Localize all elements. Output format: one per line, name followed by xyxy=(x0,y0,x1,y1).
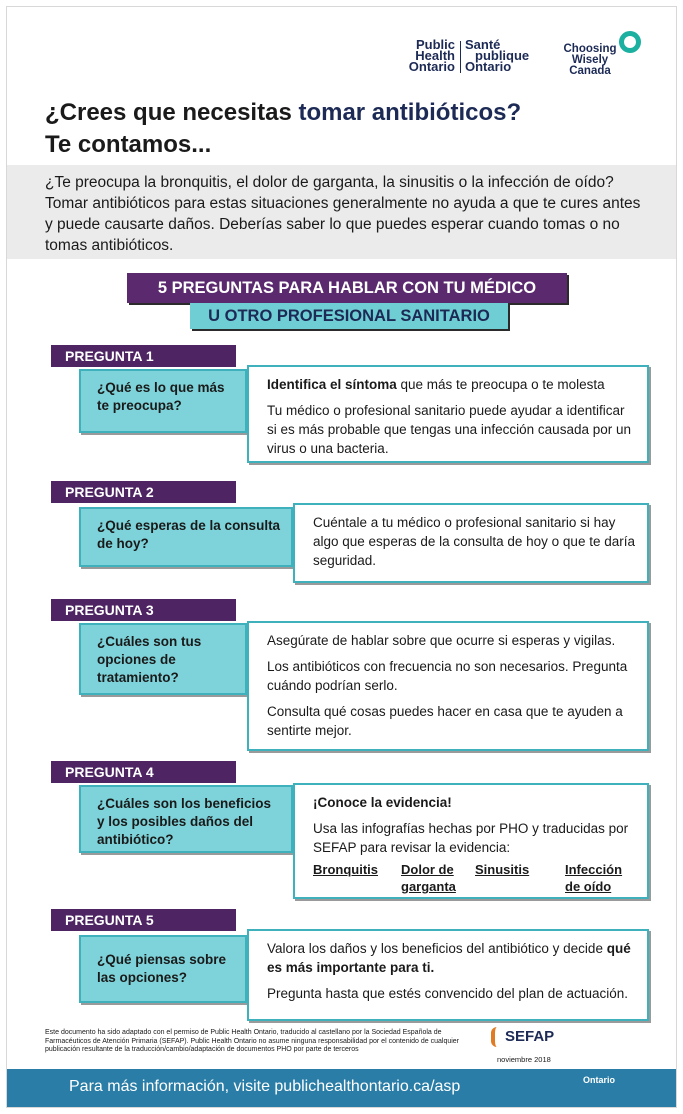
question-2-box: ¿Qué esperas de la consulta de hoy? xyxy=(79,507,293,567)
infographic-page xyxy=(6,6,677,1108)
link-dolor-de-garganta[interactable]: Dolor de garganta xyxy=(401,862,456,894)
sefap-logo: SEFAP noviembre 2018 xyxy=(491,1027,621,1063)
question-5-label: PREGUNTA 5 xyxy=(51,909,236,931)
banner-title: 5 PREGUNTAS PARA HABLAR CON TU MÉDICO xyxy=(127,273,567,303)
question-5-box: ¿Qué piensas sobre las opciones? xyxy=(79,935,247,1003)
choosing-wisely-canada-logo: Choosing Wisely Canada xyxy=(561,31,647,79)
answer-5-box: Valora los daños y los beneficios del antibiótico y decide qué es más importante para ti. Pregunta hasta que estés convencido del plan de actuación. xyxy=(247,929,649,1021)
sefap-mark-icon xyxy=(491,1027,505,1047)
answer-4-box: ¡Conoce la evidencia! Usa las infografías hechas por PHO y traducidas por SEFAP para revisar la evidencia: Bronquitis Dolor de garganta Sinusitis Infección de oído xyxy=(293,783,649,899)
more-info-link[interactable]: Para más información, visite publichealthontario.ca/asp xyxy=(69,1078,461,1095)
question-4-box: ¿Cuáles son los beneficios y los posibles daños del antibiótico? xyxy=(79,785,293,853)
banner-subtitle: U OTRO PROFESIONAL SANITARIO xyxy=(190,303,508,329)
answer-3-box: Asegúrate de hablar sobre que ocurre si esperas y vigilas. Los antibióticos con frecuencia no son necesarios. Pregunta cuándo podrían serlo. Consulta qué cosas puedes hacer en casa que te ayuden a sentirte mejor. xyxy=(247,621,649,751)
question-3-label: PREGUNTA 3 xyxy=(51,599,236,621)
question-3-box: ¿Cuáles son tus opciones de tratamiento? xyxy=(79,623,247,695)
link-sinusitis[interactable]: Sinusitis xyxy=(475,862,530,877)
footer-band xyxy=(7,1069,676,1107)
ontario-logo: Ontario xyxy=(583,1075,616,1085)
page-title: ¿Crees que necesitas tomar antibióticos? Te contamos... xyxy=(45,99,522,158)
evidence-links xyxy=(313,861,635,895)
attribution-fine-print: Este documento ha sido adaptado con el permiso de Public Health Ontario, traducido al castellano por la Sociedad Española de Farmacéuticos de Atención Primaria (SEFAP). Public Health Ontario no asume ninguna responsabilidad por el contenido de cualquier publicación resultante de la traducción/cambio/adaptación de documentos PHO por parte de terceros xyxy=(45,1029,460,1053)
question-2-label: PREGUNTA 2 xyxy=(51,481,236,503)
public-health-ontario-logo: Public Health Ontario Santé publique Ontario xyxy=(408,37,530,74)
intro-paragraph: ¿Te preocupa la bronquitis, el dolor de garganta, la sinusitis o la infección de oído? Tomar antibióticos para estas situaciones generalmente no ayuda a que te cures antes y puede causarte daños. Deberías saber lo que puedes esperar cuando tomas o no tomas antibióticos. xyxy=(7,165,676,259)
question-1-box: ¿Qué es lo que más te preocupa? xyxy=(79,369,247,433)
publication-date: noviembre 2018 xyxy=(497,1055,551,1064)
choosing-wisely-ring-icon xyxy=(619,31,641,53)
answer-1-box: Identifica el síntoma que más te preocupa o te molesta Tu médico o profesional sanitario puede ayudar a identificar si es más probable que tengas una infección causada por un virus o una bacteria. xyxy=(247,365,649,463)
link-infeccion-de-oido[interactable]: Infección de oído xyxy=(565,862,623,894)
question-4-label: PREGUNTA 4 xyxy=(51,761,236,783)
question-1-label: PREGUNTA 1 xyxy=(51,345,236,367)
link-bronquitis[interactable]: Bronquitis xyxy=(313,862,378,877)
answer-2-box: Cuéntale a tu médico o profesional sanitario si hay algo que esperas de la consulta de hoy o que te daría seguridad. xyxy=(293,503,649,583)
